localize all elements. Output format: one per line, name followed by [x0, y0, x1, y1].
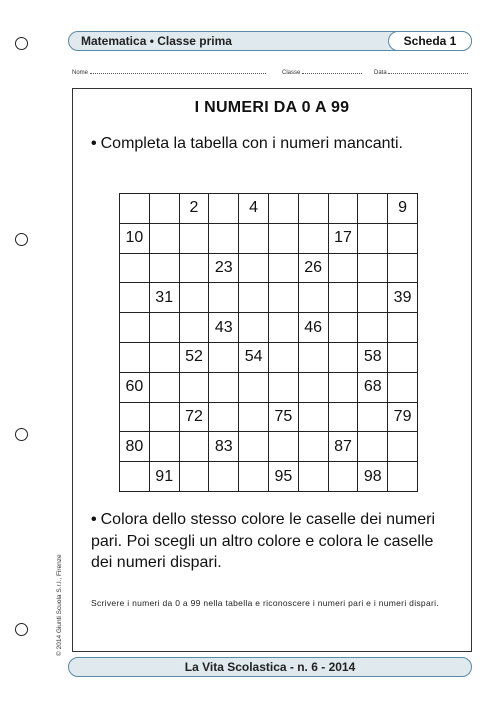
table-cell[interactable]	[358, 223, 388, 253]
header-subject: Matematica • Classe prima	[81, 34, 232, 48]
table-cell[interactable]	[149, 402, 179, 432]
table-cell[interactable]: 52	[179, 342, 209, 372]
header-bar	[68, 31, 472, 51]
bullet-2: •	[91, 511, 97, 528]
table-cell[interactable]	[179, 432, 209, 462]
table-cell[interactable]	[179, 462, 209, 492]
table-cell[interactable]	[209, 283, 239, 313]
table-cell[interactable]	[328, 342, 358, 372]
table-cell[interactable]	[179, 313, 209, 343]
table-row	[120, 283, 418, 313]
table-row	[120, 342, 418, 372]
table-cell[interactable]	[268, 283, 298, 313]
bullet-1: •	[91, 135, 97, 152]
table-cell[interactable]	[388, 372, 418, 402]
table-cell[interactable]: 39	[388, 283, 418, 313]
table-cell[interactable]	[268, 253, 298, 283]
punch-hole-2	[15, 233, 28, 246]
task-description: Scrivere i numeri da 0 a 99 nella tabella e riconoscere i numeri pari e i numeri dispari.	[91, 598, 439, 608]
table-cell[interactable]	[239, 372, 269, 402]
table-cell[interactable]	[149, 223, 179, 253]
meta-class	[282, 68, 362, 76]
table-cell[interactable]	[179, 253, 209, 283]
table-cell[interactable]	[149, 253, 179, 283]
table-cell[interactable]: 58	[358, 342, 388, 372]
table-cell[interactable]	[298, 402, 328, 432]
table-cell[interactable]	[239, 223, 269, 253]
table-cell[interactable]	[209, 402, 239, 432]
table-cell[interactable]: 91	[149, 462, 179, 492]
instruction-1-text: Completa la tabella con i numeri mancanti.	[100, 135, 403, 152]
table-cell[interactable]: 75	[268, 402, 298, 432]
table-row	[120, 253, 418, 283]
table-cell[interactable]	[120, 253, 150, 283]
table-cell[interactable]	[120, 313, 150, 343]
date-field[interactable]	[388, 68, 468, 74]
table-cell[interactable]	[328, 283, 358, 313]
table-cell[interactable]	[120, 402, 150, 432]
table-cell[interactable]	[298, 283, 328, 313]
table-cell[interactable]	[149, 372, 179, 402]
table-cell[interactable]: 46	[298, 313, 328, 343]
table-cell[interactable]: 10	[120, 223, 150, 253]
table-cell[interactable]	[149, 432, 179, 462]
instruction-2-text: Colora dello stesso colore le caselle dei numeri pari. Poi scegli un altro colore e colora le caselle dei numeri dispari.	[91, 511, 435, 571]
copyright: © 2014 Giunti Scuola S.r.l., Firenze	[56, 554, 63, 656]
table-cell[interactable]	[239, 253, 269, 283]
table-row	[120, 432, 418, 462]
punch-hole-4	[15, 623, 28, 636]
table-cell[interactable]	[209, 194, 239, 224]
table-cell[interactable]: 80	[120, 432, 150, 462]
table-cell[interactable]	[239, 402, 269, 432]
table-cell[interactable]	[209, 342, 239, 372]
table-cell[interactable]	[120, 283, 150, 313]
table-cell[interactable]	[328, 194, 358, 224]
table-cell[interactable]	[388, 462, 418, 492]
table-cell[interactable]: 2	[179, 194, 209, 224]
table-cell[interactable]	[328, 313, 358, 343]
table-cell[interactable]	[268, 223, 298, 253]
table-cell[interactable]	[179, 223, 209, 253]
table-cell[interactable]: 95	[268, 462, 298, 492]
table-cell[interactable]	[358, 432, 388, 462]
sheet-label: Scheda 1	[388, 31, 472, 51]
table-cell[interactable]	[358, 194, 388, 224]
table-cell[interactable]	[328, 372, 358, 402]
table-cell[interactable]	[179, 372, 209, 402]
table-row	[120, 402, 418, 432]
table-cell[interactable]	[209, 462, 239, 492]
table-cell[interactable]	[268, 432, 298, 462]
table-cell[interactable]	[239, 462, 269, 492]
table-cell[interactable]	[268, 372, 298, 402]
table-cell[interactable]: 54	[239, 342, 269, 372]
table-cell[interactable]	[239, 432, 269, 462]
table-cell[interactable]	[298, 223, 328, 253]
table-cell[interactable]	[179, 283, 209, 313]
table-cell[interactable]: 26	[298, 253, 328, 283]
class-field[interactable]	[302, 68, 362, 74]
table-cell[interactable]	[149, 194, 179, 224]
table-cell[interactable]	[268, 194, 298, 224]
table-cell[interactable]	[388, 253, 418, 283]
table-cell[interactable]	[298, 462, 328, 492]
table-cell[interactable]	[239, 313, 269, 343]
table-cell[interactable]: 43	[209, 313, 239, 343]
table-cell[interactable]	[358, 253, 388, 283]
table-row	[120, 462, 418, 492]
instruction-1	[91, 133, 451, 155]
table-cell[interactable]	[209, 223, 239, 253]
table-cell[interactable]	[209, 372, 239, 402]
table-cell[interactable]	[120, 462, 150, 492]
table-cell[interactable]	[358, 402, 388, 432]
worksheet-title: I NUMERI DA 0 A 99	[194, 99, 350, 116]
meta-name	[72, 68, 266, 76]
table-cell[interactable]	[358, 313, 388, 343]
table-cell[interactable]	[328, 402, 358, 432]
punch-hole-1	[15, 37, 28, 50]
table-cell[interactable]: 31	[149, 283, 179, 313]
table-cell[interactable]	[268, 313, 298, 343]
table-cell[interactable]	[388, 313, 418, 343]
table-cell[interactable]	[120, 194, 150, 224]
punch-hole-3	[15, 428, 28, 441]
table-cell[interactable]: 60	[120, 372, 150, 402]
table-cell[interactable]	[298, 342, 328, 372]
table-cell[interactable]: 4	[239, 194, 269, 224]
table-cell[interactable]	[328, 253, 358, 283]
table-cell[interactable]	[149, 313, 179, 343]
table-cell[interactable]	[388, 342, 418, 372]
table-cell[interactable]	[328, 462, 358, 492]
table-cell[interactable]: 17	[328, 223, 358, 253]
table-cell[interactable]: 9	[388, 194, 418, 224]
name-field[interactable]	[90, 68, 266, 74]
class-label: Classe	[282, 70, 301, 76]
table-row	[120, 313, 418, 343]
table-row	[120, 223, 418, 253]
worksheet-frame	[72, 88, 472, 652]
table-cell[interactable]	[298, 432, 328, 462]
table-cell[interactable]	[358, 283, 388, 313]
table-row	[120, 372, 418, 402]
table-cell[interactable]	[239, 283, 269, 313]
table-cell[interactable]	[388, 432, 418, 462]
meta-date	[374, 68, 468, 76]
table-cell[interactable]: 87	[328, 432, 358, 462]
table-row	[120, 194, 418, 224]
table-cell[interactable]: 98	[358, 462, 388, 492]
name-label: Nome	[72, 70, 89, 76]
table-cell[interactable]	[120, 342, 150, 372]
table-cell[interactable]: 68	[358, 372, 388, 402]
table-cell[interactable]	[149, 342, 179, 372]
table-cell[interactable]	[268, 342, 298, 372]
date-label: Data	[374, 70, 387, 76]
table-cell[interactable]	[298, 194, 328, 224]
table-cell[interactable]	[298, 372, 328, 402]
table-cell[interactable]: 23	[209, 253, 239, 283]
footer-bar: La Vita Scolastica - n. 6 - 2014	[68, 657, 472, 677]
table-cell[interactable]	[388, 223, 418, 253]
table-cell[interactable]: 83	[209, 432, 239, 462]
number-table	[119, 193, 418, 492]
table-cell[interactable]: 72	[179, 402, 209, 432]
instruction-2	[91, 509, 451, 574]
table-cell[interactable]: 79	[388, 402, 418, 432]
